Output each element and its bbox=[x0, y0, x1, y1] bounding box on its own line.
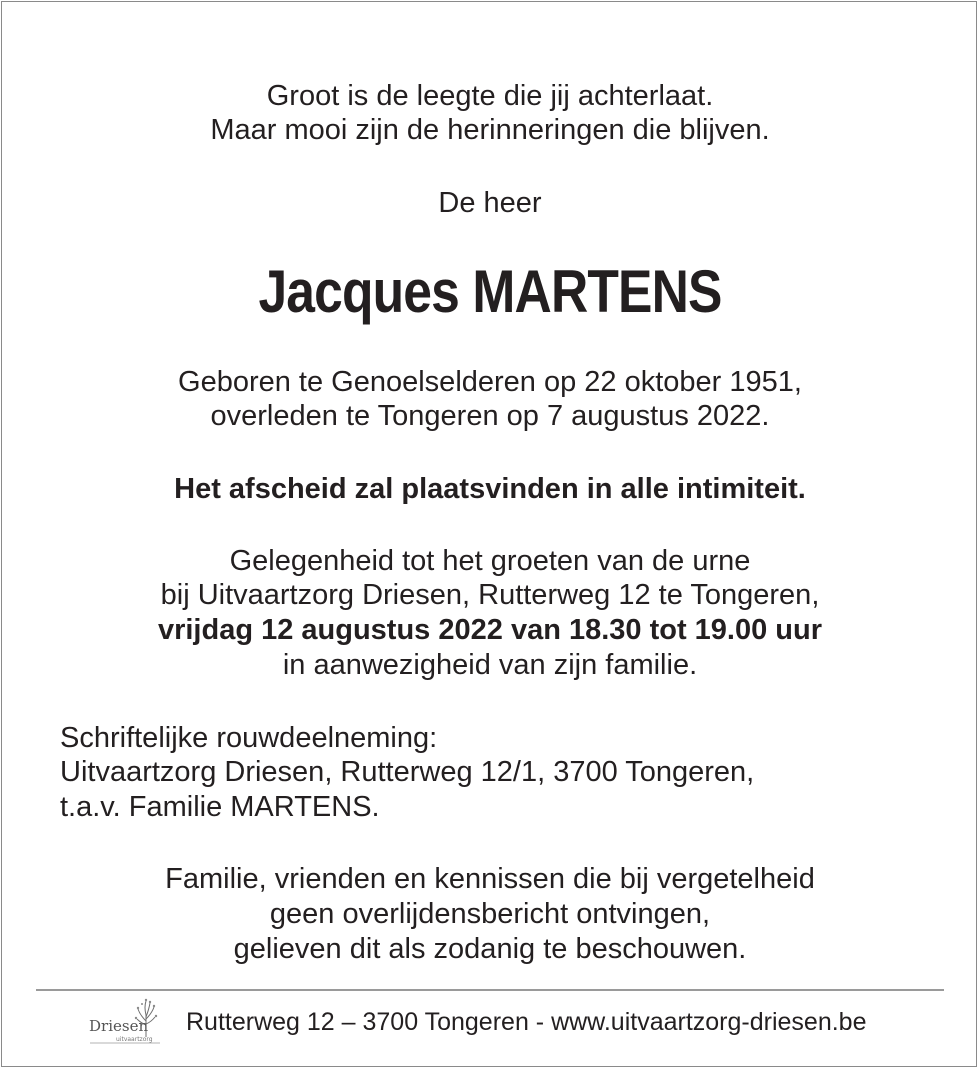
notice-line-1: Familie, vrienden en kennissen die bij vergetelheid bbox=[165, 863, 815, 895]
farewell-statement: Het afscheid zal plaatsvinden in alle intimiteit. bbox=[174, 473, 806, 505]
driesen-logo bbox=[88, 997, 164, 1047]
svg-text:Driesen: Driesen bbox=[89, 1017, 149, 1035]
footer-divider bbox=[36, 989, 944, 991]
notice-line-2: geen overlijdensbericht ontvingen, bbox=[269, 898, 711, 930]
deceased-name: Jacques MARTENS bbox=[258, 258, 722, 325]
death-line: overleden te Tongeren op 7 augustus 2022. bbox=[210, 400, 770, 432]
condolences-address: Uitvaartzorg Driesen, Rutterweg 12/1, 3700 Tongeren, bbox=[60, 756, 755, 788]
condolences-heading: Schriftelijke rouwdeelneming: bbox=[60, 722, 438, 754]
tree-logo-icon bbox=[88, 997, 164, 1047]
birth-line: Geboren te Genoelselderen op 22 oktober 1951, bbox=[178, 366, 802, 398]
visitation-line-2: bij Uitvaartzorg Driesen, Rutterweg 12 te Tongeren, bbox=[160, 579, 820, 611]
svg-text:uitvaartzorg: uitvaartzorg bbox=[116, 1036, 153, 1043]
title-prefix: De heer bbox=[438, 187, 542, 219]
visitation-datetime: vrijdag 12 augustus 2022 van 18.30 tot 19.00 uur bbox=[157, 614, 823, 646]
visitation-line-1: Gelegenheid tot het groeten van de urne bbox=[229, 545, 751, 577]
verse-line-1: Groot is de leegte die jij achterlaat. bbox=[266, 80, 714, 112]
visitation-line-4: in aanwezigheid van zijn familie. bbox=[282, 649, 698, 681]
verse-line-2: Maar mooi zijn de herinneringen die blijven. bbox=[210, 114, 770, 146]
condolences-attention: t.a.v. Familie MARTENS. bbox=[60, 791, 380, 823]
notice-line-3: gelieven dit als zodanig te beschouwen. bbox=[233, 933, 747, 965]
footer-address: Rutterweg 12 – 3700 Tongeren - www.uitvaartzorg-driesen.be bbox=[186, 1008, 867, 1036]
